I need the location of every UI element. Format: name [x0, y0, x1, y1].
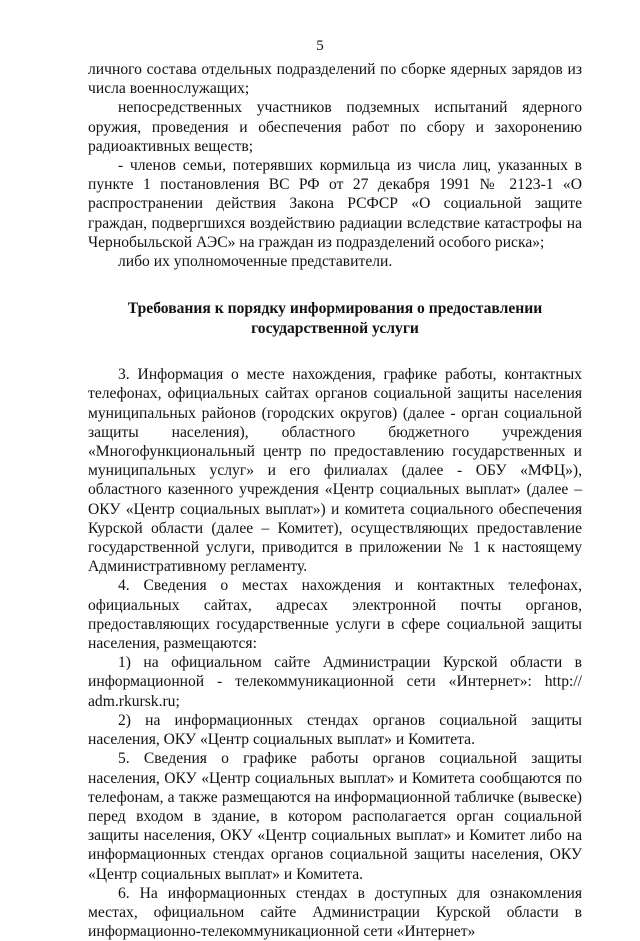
paragraph: 6. На информационных стендах в доступных для ознакомления местах, официальном сайте Администрации Курской области в информационно-телекоммуникационной сети «Интернет»	[88, 884, 582, 941]
paragraph: - членов семьи, потерявших кормильца из числа лиц, указанных в пункте 1 постановления ВС РФ от 27 декабря 1991 № 2123-1 «О распространении действия Закона РСФСР «О социальной защите граждан, подвергшихся воздействию радиации вследствие катастрофы на Чернобыльской АЭС» на граждан из подразделений особого риска»;	[88, 157, 582, 251]
page-number: 5	[316, 38, 324, 54]
paragraph: 5. Сведения о графике работы органов социальной защиты населения, ОКУ «Центр социальных выплат» и Комитета сообщаются по телефонам, а также размещаются на информационной табличке (вывеске) перед входом в здание, в котором располагается орган социальной защиты населения, ОКУ «Центр социальных выплат» и Комитет либо на информационных стендах органов социальной защиты населения, ОКУ «Центр социальных выплат» и Комитета.	[88, 750, 582, 883]
paragraph: личного состава отдельных подразделений по сборке ядерных зарядов из числа военнослужащих;	[88, 61, 582, 98]
paragraph: либо их уполномоченные представители.	[118, 253, 393, 271]
section-heading: Требования к порядку информирования о предоставлении государственной услуги	[127, 300, 543, 338]
paragraph: 2) на информационных стендах органов социальной защиты населения, ОКУ «Центр социальных выплат» и Комитета.	[88, 711, 582, 749]
paragraph: 3. Информация о месте нахождения, графике работы, контактных телефонах, официальных сайтах органов социальной защиты населения муниципальных районов (городских округов) (далее - орган социальной защиты населения), областного бюджетного учреждения «Многофункциональный центр по предоставлению государственных и муниципальных услуг» и его филиалах (далее - ОБУ «МФЦ»), областного казенного учреждения «Центр социальных выплат» (далее – ОКУ «Центр социальных выплат») и комитета социального обеспечения Курской области (далее – Комитет), осуществляющих предоставление государственной услуги, приводится в приложении № 1 к настоящему Административному регламенту.	[88, 366, 582, 576]
paragraph: 1) на официальном сайте Администрации Курской области в информационной - телекоммуникационной сети «Интернет»: http:// adm.rkursk.ru;	[88, 654, 582, 710]
paragraph: 4. Сведения о местах нахождения и контактных телефонах, официальных сайтах, адресах электронной почты органов, предоставляющих государственные услуги в сфере социальной защиты населения, размещаются:	[88, 577, 582, 653]
paragraph: непосредственных участников подземных испытаний ядерного оружия, проведения и обеспечения работ по сбору и захоронению радиоактивных веществ;	[88, 99, 582, 155]
document-body	[88, 60, 582, 941]
